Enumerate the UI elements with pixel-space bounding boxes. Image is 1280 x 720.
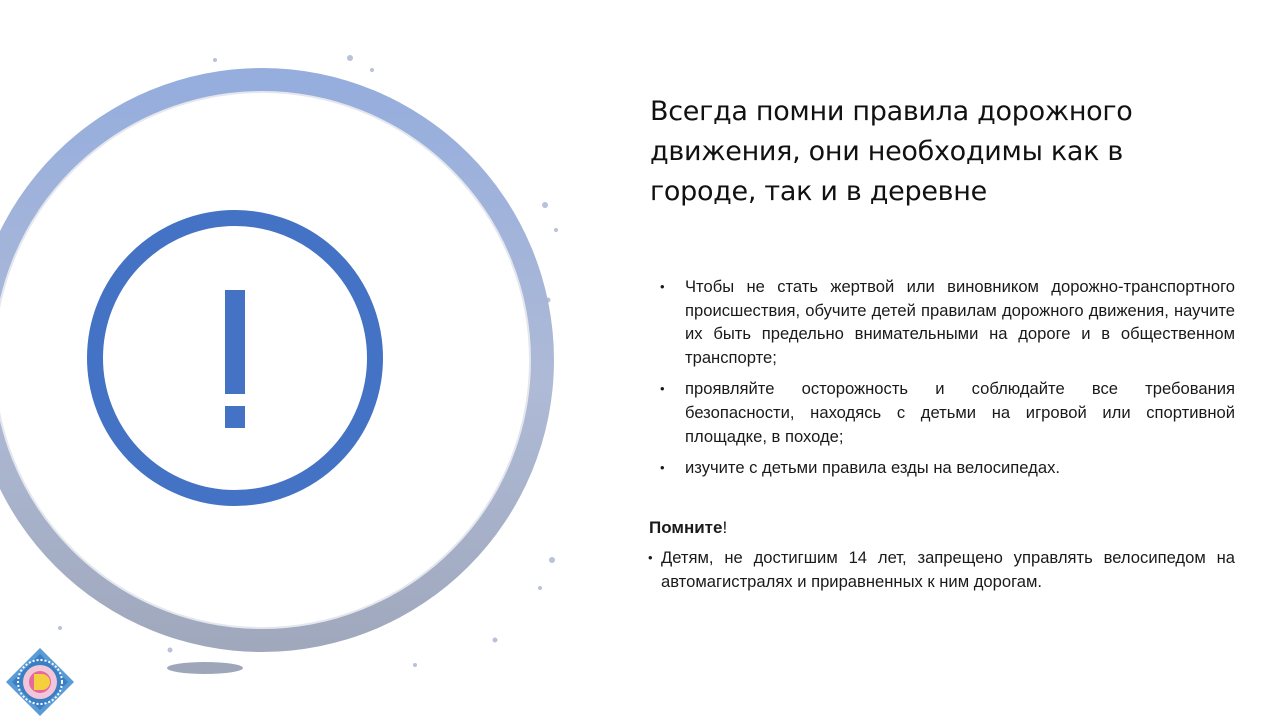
slide-title: Всегда помни правила дорожного движения, они необходимы как в городе, так и в деревне (650, 96, 1133, 207)
diamond-logo-icon (4, 646, 76, 718)
list-item: • проявляйте осторожность и соблюдайте все требования безопасности, находясь с детьми на игровой или спортивной площадке, в походе; (660, 379, 1235, 446)
list-item: • изучите с детьми правила езды на велосипедах. (660, 458, 1060, 478)
advice-list (660, 275, 1235, 488)
remember-note: • Детям, не достигшим 14 лет, запрещено управлять велосипедом на автомагистралях и приравненных к ним дорогам. (648, 548, 1235, 591)
exclamation-circle-icon (85, 208, 385, 508)
remember-heading: Помните! (649, 518, 728, 537)
list-item: • Чтобы не стать жертвой или виновником дорожно-транспортного происшествия, обучите детей правилам дорожного движения, научите их быть предельно внимательными на дороге и в общественном транспорте; (660, 277, 1235, 367)
